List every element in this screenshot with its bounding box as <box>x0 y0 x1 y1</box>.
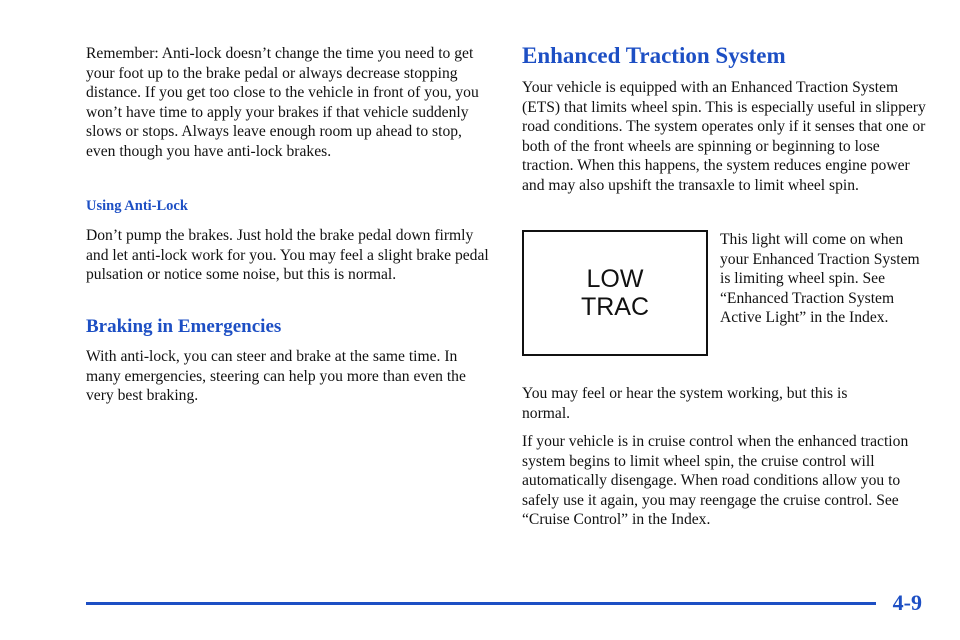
indicator-line-1: LOW <box>586 265 644 293</box>
indicator-line-2: TRAC <box>580 293 650 321</box>
system-working-paragraph: You may feel or hear the system working, but this is normal. <box>522 385 848 422</box>
braking-emergencies-heading: Braking in Emergencies <box>86 316 282 337</box>
indicator-caption: This light will come on when your Enhanced Traction System is limiting wheel spin. See “Enhanced Traction System Active Light” in the Index. <box>720 231 920 327</box>
section-heading: Enhanced Traction System <box>522 43 786 68</box>
page-number: 4-9 <box>892 590 922 615</box>
ets-intro-paragraph: Your vehicle is equipped with an Enhanced Traction System (ETS) that limits wheel spin. This is especially useful in slippery road conditions. The system operates only if it senses that one or both of the front wheels are spinning or beginning to lose traction. When this happens, the system reduces engine power and may also upshift the transaxle to limit wheel spin. <box>522 79 926 194</box>
low-trac-indicator-icon <box>522 230 708 356</box>
footer-rule <box>86 602 876 605</box>
intro-paragraph: Remember: Anti-lock doesn’t change the time you need to get your foot up to the brake pedal or always decrease stopping distance. If you get too close to the vehicle in front of you, you won’t have time to apply your brakes if that vehicle suddenly slows or stops. Always leave enough room up ahead to stop, even though you have anti-lock brakes. <box>86 45 479 160</box>
using-anti-lock-paragraph: Don’t pump the brakes. Just hold the brake pedal down firmly and let anti-lock work for you. You may feel a slight brake pedal pulsation or notice some noise, but this is normal. <box>86 227 489 284</box>
braking-emergencies-paragraph: With anti-lock, you can steer and brake at the same time. In many emergencies, steering can help you more than even the very best braking. <box>86 348 466 405</box>
cruise-control-paragraph: If your vehicle is in cruise control when the enhanced traction system begins to limit wheel spin, the cruise control will automatically disengage. When road conditions allow you to safely use it again, you may reengage the cruise control. See “Cruise Control” in the Index. <box>522 433 909 529</box>
using-anti-lock-heading: Using Anti-Lock <box>86 198 188 214</box>
